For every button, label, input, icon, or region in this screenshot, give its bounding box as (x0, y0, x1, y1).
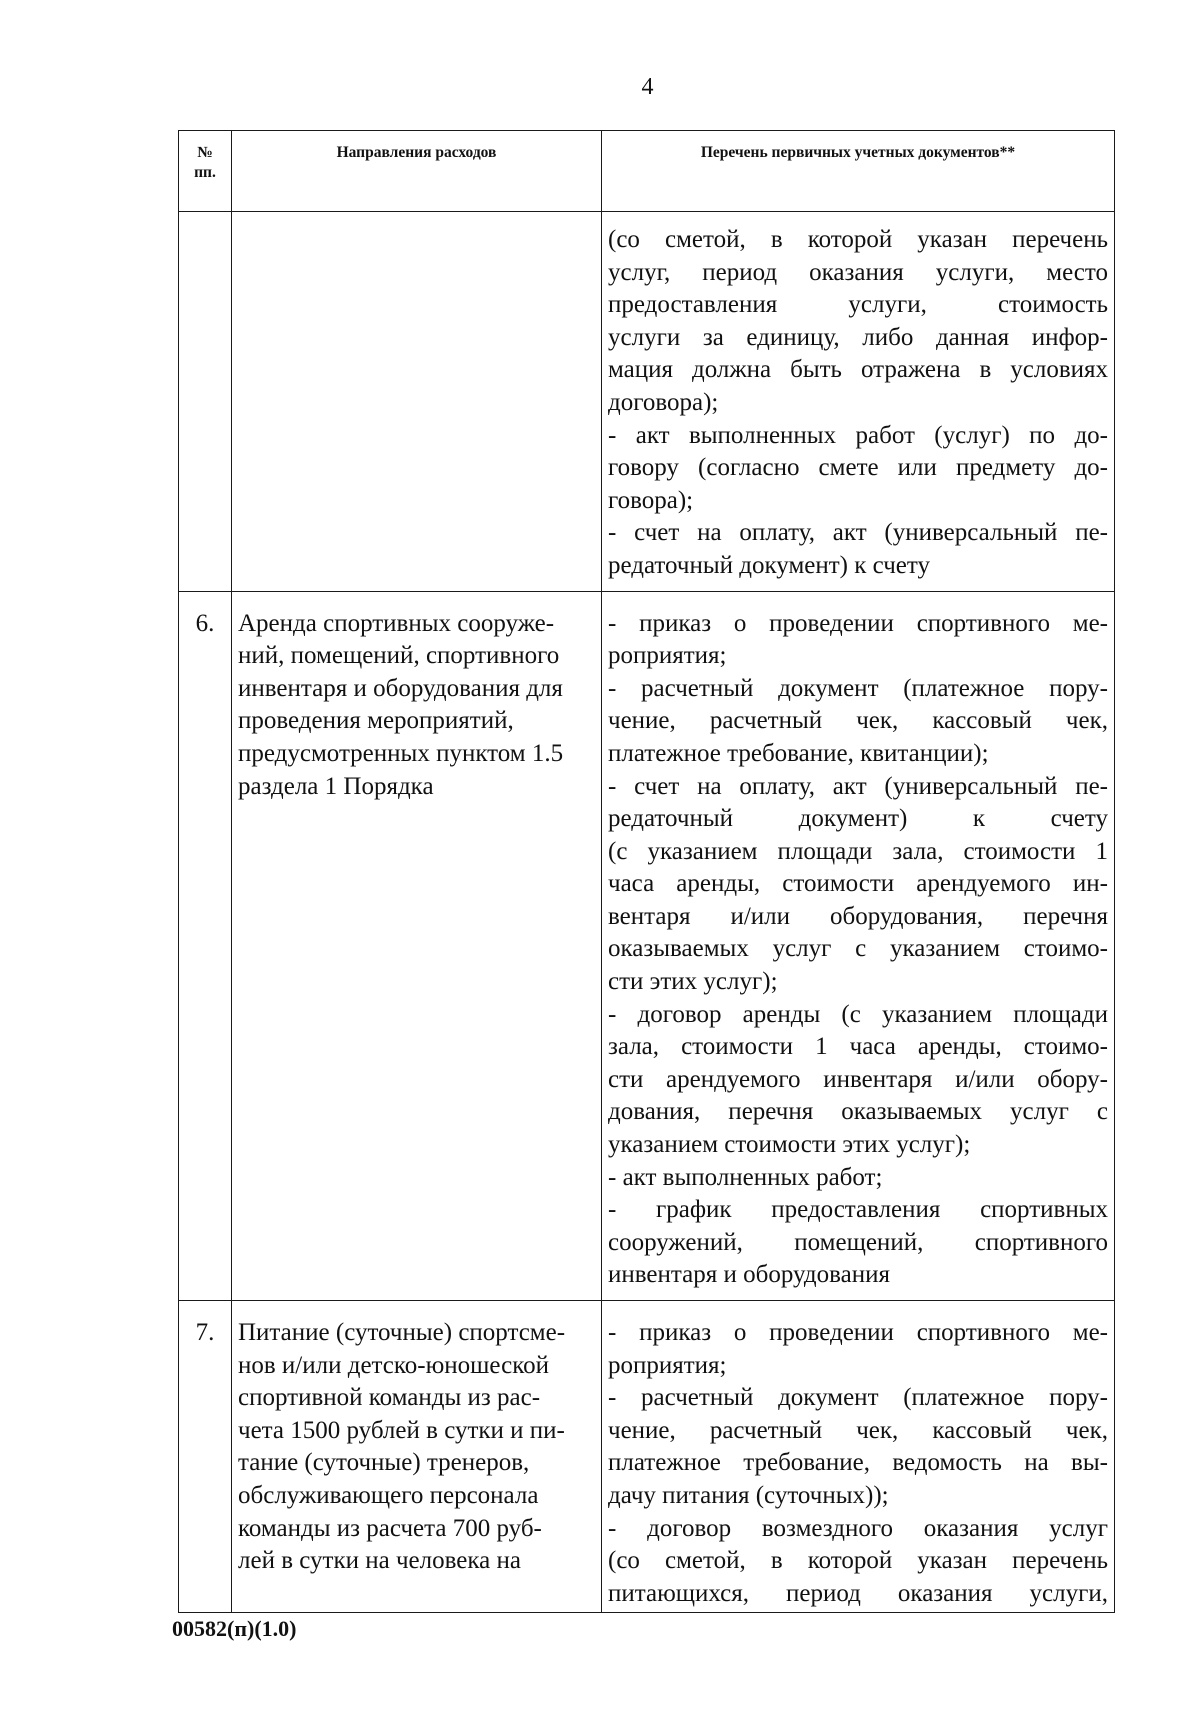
doc-line: - расчетный документ (платежное пору- (608, 1384, 1108, 1412)
doc-line: - расчетный документ (платежное пору- (608, 674, 1108, 702)
doc-line: - счет на оплату, акт (универсальный пе- (608, 772, 1108, 800)
direction-line: Питание (суточные) спортсме- (238, 1319, 566, 1346)
doc-line: - акт выполненных работ (услуг) по до- (608, 421, 1108, 449)
table-header-row (179, 131, 1115, 212)
direction-line: спортивной команды из рас- (238, 1384, 541, 1412)
doc-line: - договор аренды (с указанием площади (608, 1000, 1108, 1028)
doc-line: платежное требование, ведомость на вы- (608, 1449, 1108, 1477)
doc-line: часа аренды, стоимости арендуемого ин- (608, 870, 1108, 898)
doc-line: питающихся, период оказания услуги, (608, 1579, 1108, 1607)
doc-line: услуг, период оказания услуги, место (608, 258, 1108, 286)
doc-line: роприятия; (608, 1351, 727, 1379)
doc-line: инвентаря и оборудования (608, 1261, 890, 1289)
expense-direction-cell (232, 591, 602, 1300)
doc-line: сти этих услуг); (608, 968, 778, 996)
doc-line: вентаря и/или оборудования, перечня (608, 902, 1108, 930)
continuation-documents-cell (602, 212, 1115, 592)
header-num: № пп. (179, 131, 232, 212)
doc-line: - приказ о проведении спортивного ме- (608, 609, 1108, 637)
doc-line: указанием стоимости этих услуг); (608, 1131, 971, 1159)
direction-line: лей в сутки на человека на (238, 1547, 521, 1575)
direction-line: обслуживающего персонала (238, 1481, 539, 1509)
table-row (179, 1301, 1115, 1613)
doc-line: говору (согласно смете или предмету до- (608, 454, 1108, 482)
table-row-continuation (179, 212, 1115, 592)
header-direction: Направления расходов (232, 131, 602, 212)
doc-line: чение, расчетный чек, кассовый чек, (608, 1416, 1108, 1444)
doc-line: сти арендуемого инвентаря и/или обору- (608, 1065, 1108, 1093)
expense-direction-cell (232, 1301, 602, 1613)
direction-line: раздела 1 Порядка (238, 772, 434, 800)
doc-line: дачу питания (суточных)); (608, 1481, 889, 1509)
direction-line: команды из расчета 700 руб- (238, 1514, 542, 1542)
expense-documents-table (178, 130, 1115, 1613)
direction-line: предусмотренных пунктом 1.5 (238, 739, 564, 767)
documents-cell (602, 591, 1115, 1300)
doc-line: роприятия; (608, 642, 727, 670)
doc-line: дования, перечня оказываемых услуг с (608, 1098, 1108, 1126)
doc-line: услуги за единицу, либо данная инфор- (608, 323, 1108, 351)
doc-line: сооружений, помещений, спортивного (608, 1228, 1108, 1256)
doc-line: договора); (608, 388, 719, 416)
doc-line: - приказ о проведении спортивного ме- (608, 1319, 1108, 1346)
doc-line: - акт выполненных работ; (608, 1163, 883, 1191)
row-number: 7. (179, 1301, 232, 1613)
doc-line: - договор возмездного оказания услуг (608, 1514, 1108, 1542)
row-number: 6. (179, 591, 232, 1300)
doc-line: редаточный документ) к счету (608, 551, 930, 579)
doc-line: редаточный документ) к счету (608, 805, 1108, 833)
direction-line: нов и/или детско-юношеской (238, 1351, 549, 1379)
header-documents: Перечень первичных учетных документов** (602, 131, 1115, 212)
doc-line: - счет на оплату, акт (универсальный пе- (608, 519, 1108, 547)
doc-line: предоставления услуги, стоимость (608, 291, 1108, 319)
continuation-direction-cell (232, 212, 602, 592)
doc-line: мация должна быть отражена в условиях (608, 356, 1108, 384)
direction-line: ний, помещений, спортивного (238, 642, 560, 670)
doc-line: зала, стоимости 1 часа аренды, стоимо- (608, 1033, 1108, 1061)
doc-line: (со сметой, в которой указан перечень (608, 1547, 1108, 1575)
doc-line: (с указанием площади зала, стоимости 1 (608, 837, 1108, 865)
continuation-num-cell (179, 212, 232, 592)
page-number: 4 (641, 74, 654, 100)
doc-line: платежное требование, квитанции); (608, 739, 989, 767)
doc-line: (со сметой, в которой указан перечень (608, 226, 1108, 253)
doc-line: оказываемых услуг с указанием стоимо- (608, 935, 1108, 963)
direction-line: чета 1500 рублей в сутки и пи- (238, 1416, 565, 1444)
direction-line: инвентаря и оборудования для (238, 674, 563, 702)
table-row (179, 591, 1115, 1300)
doc-line: чение, расчетный чек, кассовый чек, (608, 707, 1108, 735)
doc-line: говора); (608, 486, 694, 514)
direction-line: тание (суточные) тренеров, (238, 1449, 530, 1477)
direction-line: проведения мероприятий, (238, 707, 514, 735)
documents-cell (602, 1301, 1115, 1613)
direction-line: Аренда спортивных сооруже- (238, 609, 555, 637)
document-code: 00582(п)(1.0) (172, 1616, 297, 1641)
doc-line: - график предоставления спортивных (608, 1196, 1108, 1224)
